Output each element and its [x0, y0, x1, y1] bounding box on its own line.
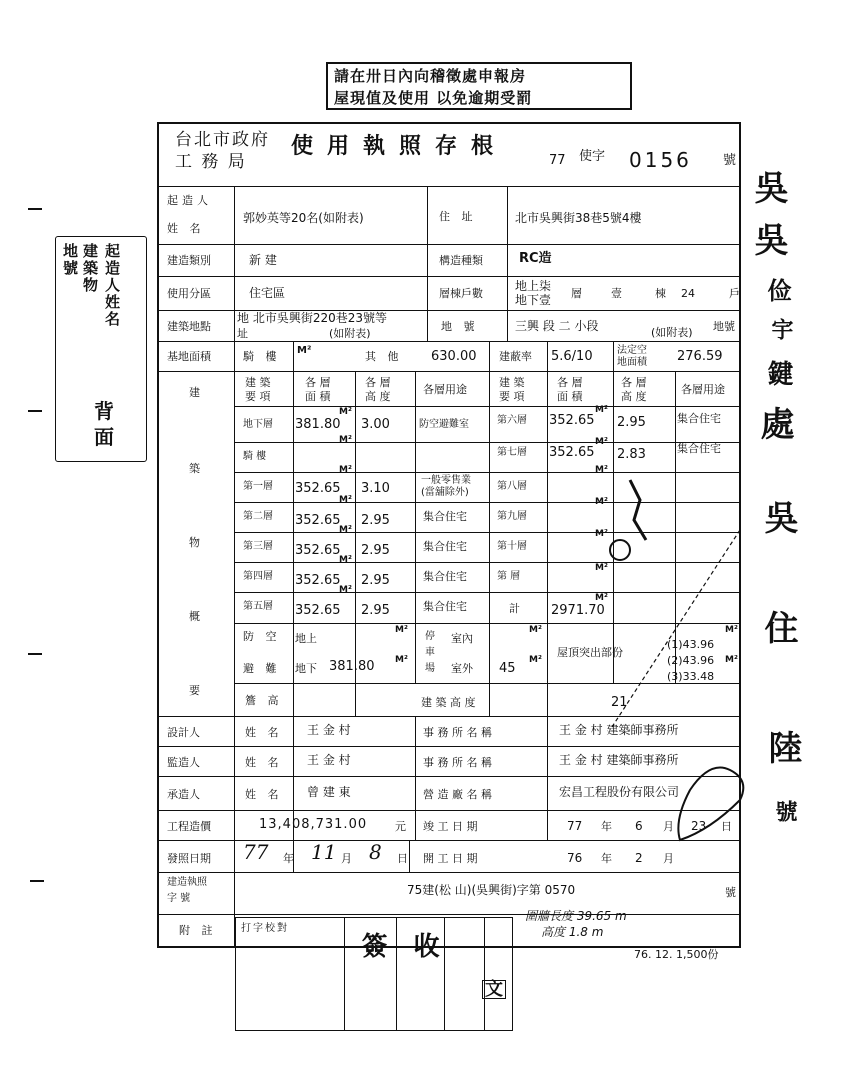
m2-unit: M²	[339, 585, 352, 595]
supervisor-label: 監造人	[167, 756, 200, 769]
build-type-label: 建造類別	[167, 254, 211, 267]
address-label: 住 址	[439, 210, 477, 223]
usage-label: 使用分區	[167, 287, 211, 300]
permit-suffix: 號	[723, 153, 737, 168]
m2-unit: M²	[339, 495, 352, 505]
designer-label: 設計人	[167, 726, 200, 739]
overview-label-3: 物	[189, 536, 200, 549]
floor-height: 2.95	[361, 573, 390, 588]
seal-wen: 文	[482, 980, 506, 999]
floors-above: 地上柒	[515, 279, 552, 293]
m2-unit: M²	[725, 625, 738, 635]
start-month-unit: 月	[663, 852, 674, 865]
shelter-label-2: 避 難	[243, 662, 281, 675]
usage-value: 住宅區	[249, 286, 286, 300]
sign-mark-1: 簽	[357, 932, 387, 960]
lot-suffix: 地號	[713, 320, 735, 333]
notes-label: 附 註	[179, 924, 217, 937]
lot-value: 三興 段 二 小段	[515, 319, 599, 333]
side-stamp-back-2: 面	[94, 425, 114, 449]
designer-name-label: 姓 名	[245, 726, 283, 739]
org-name-1: 台北市政府	[175, 130, 270, 150]
right-edge-char: 吳	[758, 500, 798, 534]
parking-label-2: 車	[425, 647, 435, 658]
floor-name-right: 第七層	[497, 447, 527, 458]
col-head-area-1: 各 層	[305, 376, 331, 389]
col-head-height-2-right: 高 度	[621, 390, 647, 403]
other-label: 其 他	[365, 350, 403, 363]
floor-name: 第二層	[243, 511, 273, 522]
floor-use: 防空避難室	[419, 419, 469, 430]
month-unit: 月	[663, 820, 674, 833]
completion-year: 77	[567, 819, 583, 833]
floor-name: 地下層	[243, 419, 273, 430]
issue-month-unit: 月	[341, 852, 352, 865]
total-label: 計	[509, 602, 520, 615]
floor-use: 集合住宅	[423, 510, 467, 523]
contractor-company-label: 營 造 廠 名 稱	[423, 788, 492, 801]
floor-area-right: 352.65	[549, 413, 595, 428]
floor-name-right: 第 層	[497, 571, 521, 582]
col-head-item-2: 要 項	[245, 390, 271, 403]
floor-name-right: 第九層	[497, 511, 527, 522]
floor-use: 集合住宅	[423, 600, 467, 613]
m2-unit: M²	[339, 465, 352, 475]
building-unit: 棟	[655, 287, 666, 300]
floor-height: 2.95	[361, 603, 390, 618]
floors-below: 地下壹	[515, 293, 552, 307]
address-value: 北市吳興街38巷5號4樓	[515, 211, 642, 225]
overview-label-5: 要	[189, 684, 200, 697]
col-head-area-1-right: 各 層	[557, 376, 583, 389]
col-head-height-1-right: 各 層	[621, 376, 647, 389]
overview-label-1: 建	[189, 386, 200, 399]
typing-proof-label: 打字校對	[241, 923, 289, 934]
site-area-label: 基地面積	[167, 350, 211, 363]
open-space-label-2: 地面積	[617, 357, 647, 368]
margin-mark	[30, 880, 44, 882]
col-head-item-2-right: 要 項	[499, 390, 525, 403]
floor-name-right: 第八層	[497, 481, 527, 492]
designer-name: 王 金 村	[307, 723, 351, 737]
floor-name-right: 第六層	[497, 415, 527, 426]
floor-height: 2.95	[361, 543, 390, 558]
overview-label-2: 築	[189, 462, 200, 475]
floor-use: 集合住宅	[423, 570, 467, 583]
side-stamp-col3: 建築物	[81, 243, 99, 294]
building-height-label: 建 築 高 度	[421, 696, 476, 709]
m2-unit: M²	[339, 435, 352, 445]
parking-label-1: 停	[425, 631, 435, 642]
parking-outdoor-label: 室外	[451, 662, 473, 675]
build-type-value: 新 建	[249, 253, 277, 267]
permit-ref-label-1: 建造執照	[167, 877, 207, 888]
building-height-value: 21	[611, 695, 628, 710]
sign-mark-2: 收	[409, 932, 439, 960]
completion-month: 6	[635, 819, 643, 833]
completion-label: 竣 工 日 期	[423, 820, 478, 833]
issue-year: 77	[243, 840, 269, 864]
col-head-use: 各層用途	[423, 383, 467, 396]
overview-label-4: 概	[189, 610, 200, 623]
m2-unit: M²	[529, 625, 542, 635]
col-head-area-2: 面 積	[305, 390, 331, 403]
floors-unit: 層	[571, 287, 582, 300]
parking-indoor-label: 室內	[451, 632, 473, 645]
notice-line-2: 屋現值及使用 以免逾期受罰	[334, 89, 533, 107]
floor-area: 352.65	[295, 573, 341, 588]
m2-unit: M²	[595, 563, 608, 573]
household-unit: 戶	[729, 287, 740, 300]
permit-year: 77	[549, 153, 566, 168]
permit-ref-value: 75建(松 山)(吳興街)字第 0570	[407, 883, 576, 897]
right-edge-char: 鍵	[763, 360, 793, 386]
right-edge-char: 宇	[768, 318, 794, 340]
m2-unit: M²	[595, 593, 608, 603]
m2-unit: M²	[339, 555, 352, 565]
issue-day-unit: 日	[397, 852, 408, 865]
wall-height: 高度 1.8 m	[541, 925, 604, 939]
cost-unit: 元	[395, 820, 406, 833]
shelter-above: 地上	[295, 632, 317, 645]
floor-name: 騎 樓	[243, 451, 267, 462]
rooftop-label: 屋頂突出部份	[557, 646, 623, 659]
floor-area-right: 352.65	[549, 445, 595, 460]
side-stamp-back-1: 背	[94, 399, 114, 423]
diagonal-stamp	[560, 440, 780, 900]
parking-label-3: 場	[425, 663, 435, 674]
open-space-value: 276.59	[677, 349, 723, 364]
start-year: 76	[567, 851, 583, 865]
day-unit: 日	[721, 820, 732, 833]
col-head-area-2-right: 面 積	[557, 390, 583, 403]
shelter-label-1: 防 空	[243, 630, 281, 643]
floor-height: 2.95	[361, 513, 390, 528]
household-count: 24	[681, 287, 695, 300]
issue-day: 8	[369, 840, 382, 864]
floors-label: 層棟戶數	[439, 287, 483, 300]
completion-day: 23	[691, 819, 707, 833]
m2-unit: M²	[339, 525, 352, 535]
floor-use-2: (當舖除外)	[421, 487, 469, 498]
cost-value: 13,408,731.00	[259, 817, 368, 832]
open-space-label-1: 法定空	[617, 345, 647, 356]
floor-name-right: 第十層	[497, 541, 527, 552]
floor-use-right: 集合住宅	[677, 412, 721, 425]
m2-unit: M²	[595, 465, 608, 475]
m2-unit: M²	[725, 655, 738, 665]
issue-year-unit: 年	[283, 852, 294, 865]
location-sub: 址	[237, 327, 248, 340]
floor-name: 第五層	[243, 601, 273, 612]
issue-month: 11	[311, 840, 337, 864]
permit-prefix: 使字	[579, 149, 606, 164]
supervisor-name-label: 姓 名	[245, 756, 283, 769]
shelter-below: 地下	[295, 662, 317, 675]
margin-mark	[28, 208, 42, 210]
rooftop-2: (2)43.96	[667, 654, 715, 667]
right-edge-char: 號	[772, 800, 798, 822]
floor-name: 第四層	[243, 571, 273, 582]
floor-area: 352.65	[295, 603, 341, 618]
total-area: 2971.70	[551, 603, 605, 618]
start-month: 2	[635, 851, 643, 865]
col-head-use-right: 各層用途	[681, 383, 725, 396]
m2-unit: M²	[395, 625, 408, 635]
wall-length: 圍牆長度 39.65 m	[525, 909, 627, 923]
rooftop-1: (1)43.96	[667, 638, 715, 651]
right-edge-char: 俭	[763, 278, 792, 302]
location-value: 地 北市吳興街220巷23號等	[237, 311, 387, 325]
floor-area: 352.65	[295, 481, 341, 496]
shelter-below-value: 381.80	[329, 659, 375, 674]
floor-height: 3.10	[361, 481, 390, 496]
contractor-company: 宏昌工程股份有限公司	[559, 785, 680, 799]
permit-ref-label-2: 字 號	[167, 893, 191, 904]
right-edge-char: 吳	[748, 222, 788, 256]
parking-outdoor-value: 45	[499, 661, 516, 676]
eaves-label: 簷 高	[245, 694, 283, 707]
building-count: 壹	[611, 287, 622, 300]
floor-area: 381.80	[295, 417, 341, 432]
floor-area: 352.65	[295, 513, 341, 528]
margin-mark	[28, 410, 42, 412]
floor-use: 一般零售業	[421, 475, 471, 486]
location-label: 建築地點	[167, 320, 211, 333]
year-unit: 年	[601, 820, 612, 833]
print-run: 76. 12. 1,500份	[634, 948, 719, 961]
permit-number: 0156	[629, 148, 692, 172]
floor-height: 3.00	[361, 417, 390, 432]
col-head-height-2: 高 度	[365, 390, 391, 403]
m2-unit: M²	[529, 655, 542, 665]
right-edge-char: 陸	[762, 730, 802, 764]
m2-unit: M²	[595, 405, 608, 415]
page-title: 使用執照存根	[291, 133, 508, 159]
designer-office-label: 事 務 所 名 稱	[423, 726, 492, 739]
side-stamp-col4: 地號	[61, 243, 79, 277]
supervisor-office-label: 事 務 所 名 稱	[423, 756, 492, 769]
m2-unit: M²	[595, 437, 608, 447]
right-edge-char: 住	[758, 610, 798, 644]
col-head-item-1: 建 築	[245, 376, 271, 389]
cost-label: 工程造價	[167, 820, 211, 833]
m2-unit: M²	[595, 529, 608, 539]
applicant-label-2: 姓 名	[167, 222, 205, 235]
floor-name: 第一層	[243, 481, 273, 492]
floor-use-right: 集合住宅	[677, 442, 721, 455]
contractor-label: 承造人	[167, 788, 200, 801]
start-date-label: 開 工 日 期	[423, 852, 478, 865]
org-name-2: 工 務 局	[175, 152, 247, 172]
floor-area: 352.65	[295, 543, 341, 558]
applicant-label-1: 起造人	[167, 194, 212, 207]
start-year-unit: 年	[601, 852, 612, 865]
right-edge-char: 吳	[748, 170, 788, 204]
col-head-item-1-right: 建 築	[499, 376, 525, 389]
lot-note: (如附表)	[651, 326, 693, 339]
side-stamp-col2: 起造人姓名	[103, 243, 121, 328]
coverage-label: 建蔽率	[499, 350, 532, 363]
floor-name: 第三層	[243, 541, 273, 552]
issue-date-label: 發照日期	[167, 852, 211, 865]
coverage-value: 5.6/10	[551, 349, 593, 364]
designer-office: 王 金 村 建築師事務所	[559, 723, 679, 737]
m2-unit: M²	[595, 497, 608, 507]
signature-block	[235, 917, 513, 1031]
arcade-label: 騎 樓	[243, 350, 281, 363]
structure-value: RC造	[519, 251, 552, 266]
notice-line-1: 請在卅日內向稽徵處申報房	[334, 67, 527, 85]
location-note: (如附表)	[329, 327, 371, 340]
contractor-name-label: 姓 名	[245, 788, 283, 801]
floor-height-right: 2.95	[617, 415, 646, 430]
lot-label: 地 號	[441, 320, 479, 333]
m2-unit: M²	[395, 655, 408, 665]
applicant-name: 郭妙英等20名(如附表)	[243, 211, 364, 225]
margin-mark	[28, 653, 42, 655]
m2-unit: M²	[297, 345, 312, 356]
contractor-name: 曾 建 東	[307, 785, 351, 799]
structure-label: 構造種類	[439, 254, 483, 267]
supervisor-office: 王 金 村 建築師事務所	[559, 753, 679, 767]
floor-use: 集合住宅	[423, 540, 467, 553]
right-edge-char: 處	[754, 406, 794, 440]
m2-unit: M²	[339, 407, 352, 417]
permit-ref-suffix: 號	[725, 886, 736, 899]
rooftop-3: (3)33.48	[667, 670, 715, 683]
floor-height-right: 2.83	[617, 447, 646, 462]
supervisor-name: 王 金 村	[307, 753, 351, 767]
notice-stamp	[326, 62, 632, 110]
other-value: 630.00	[431, 349, 477, 364]
side-stamp	[55, 236, 147, 462]
col-head-height-1: 各 層	[365, 376, 391, 389]
